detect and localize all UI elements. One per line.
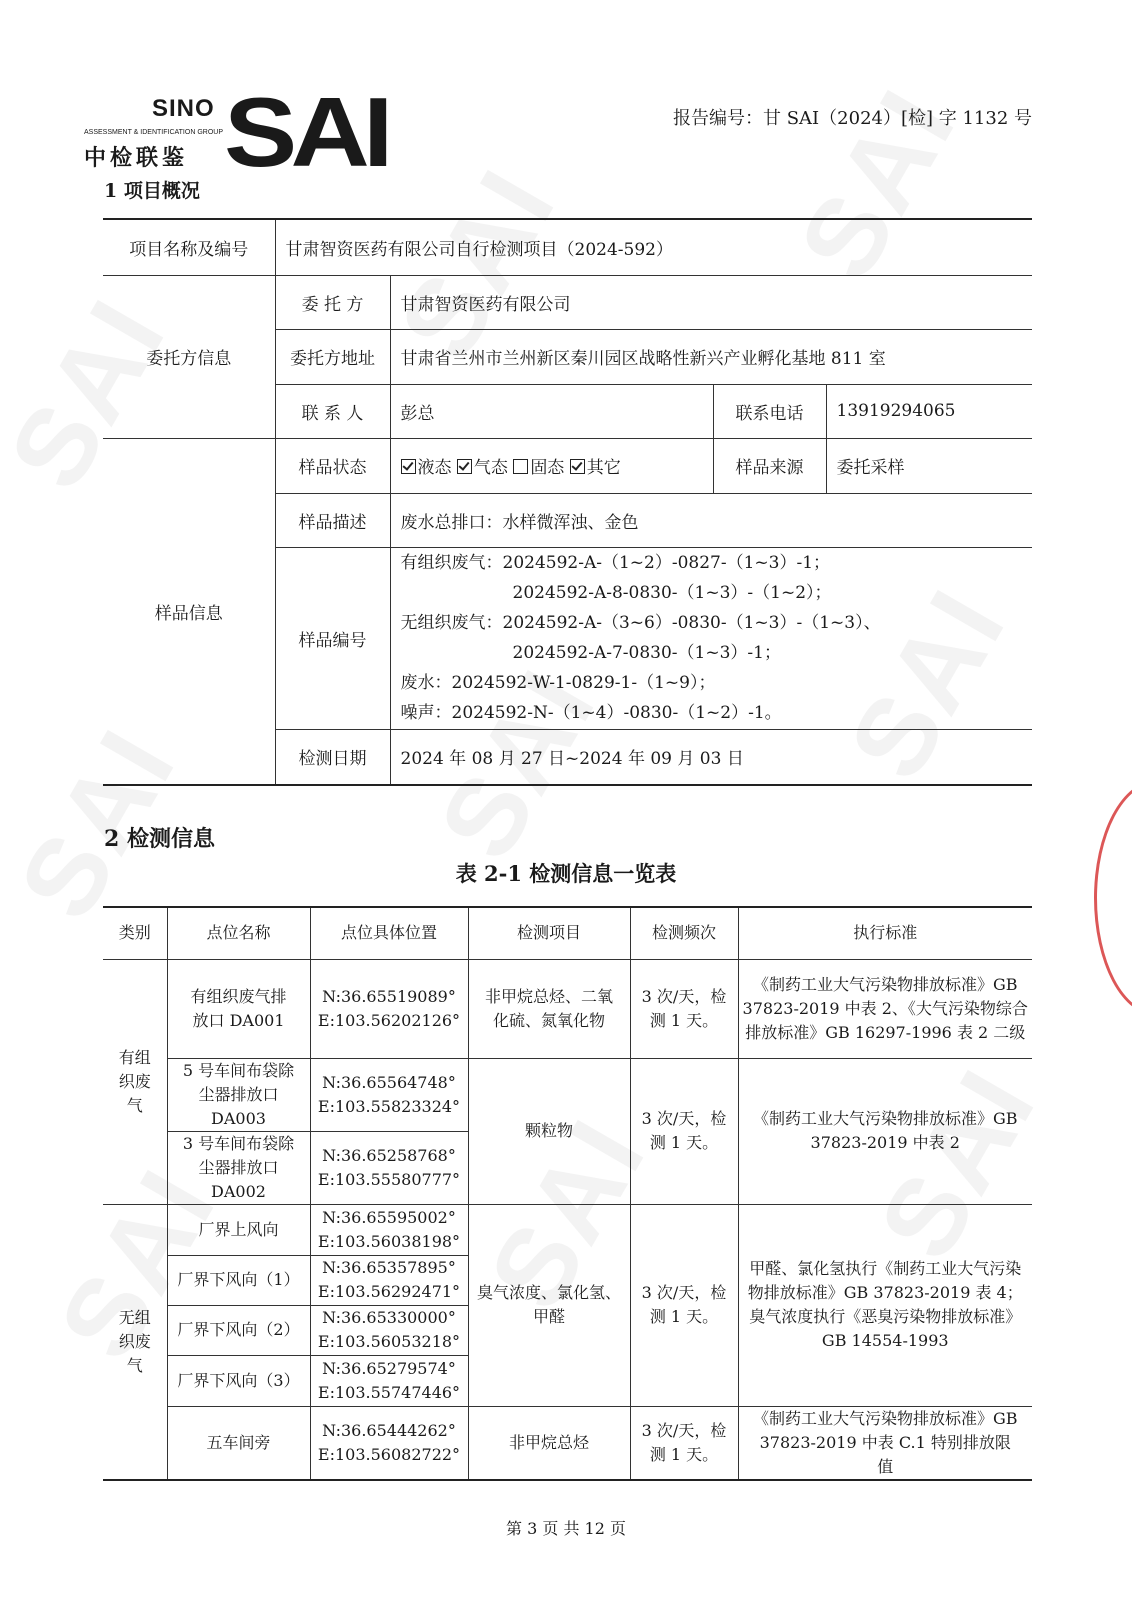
point-location bbox=[310, 959, 468, 1058]
code-line: 2024592-A-8-0830-（1~3）-（1~2）； bbox=[512, 583, 832, 603]
detection-item: 非甲烷总烃、二氧化硫、氮氧化物 bbox=[468, 959, 630, 1058]
header-frequency: 检测频次 bbox=[630, 907, 738, 959]
page-footer: 第 3 页 共 12 页 bbox=[506, 1519, 626, 1538]
code-line: 废水：2024592-W-1-0829-1-（1~9）； bbox=[400, 673, 716, 693]
point-location bbox=[310, 1204, 468, 1255]
standard: 《制药工业大气污染物排放标准》GB 37823-2019 中表 C.1 特别排放限值 bbox=[738, 1406, 1032, 1480]
client-group-label: 委托方信息 bbox=[103, 275, 275, 438]
client-value: 甘肃智资医药有限公司 bbox=[390, 275, 1032, 329]
table-row bbox=[103, 1204, 1032, 1255]
point-location bbox=[310, 1305, 468, 1355]
header-location: 点位具体位置 bbox=[310, 907, 468, 959]
detection-item: 臭气浓度、氯化氢、甲醛 bbox=[468, 1204, 630, 1406]
state-liquid bbox=[401, 458, 452, 478]
logo-sai: SAI bbox=[224, 77, 387, 187]
project-value: 甘肃智资医药有限公司自行检测项目（2024-592） bbox=[275, 219, 1032, 275]
desc-label: 样品描述 bbox=[275, 493, 390, 547]
checkbox-checked-icon bbox=[457, 459, 472, 474]
standard: 《制药工业大气污染物排放标准》GB 37823-2019 中表 2 bbox=[738, 1058, 1032, 1204]
logo-cn: 中检联鉴 bbox=[84, 146, 189, 171]
detection-frequency: 3 次/天，检测 1 天。 bbox=[630, 1058, 738, 1204]
detection-info-table bbox=[103, 906, 1032, 1481]
code-line: 2024592-A-7-0830-（1~3）-1； bbox=[512, 643, 781, 663]
detection-item: 颗粒物 bbox=[468, 1058, 630, 1204]
address-value: 甘肃省兰州市兰州新区秦川园区战略性新兴产业孵化基地 811 室 bbox=[390, 329, 1032, 384]
state-other bbox=[570, 458, 621, 478]
state-label: 样品状态 bbox=[275, 438, 390, 493]
point-name: 厂界上风向 bbox=[167, 1204, 310, 1255]
latitude: N:36.65330000° bbox=[322, 1308, 456, 1327]
state-solid bbox=[513, 458, 564, 478]
project-overview-table bbox=[103, 218, 1032, 786]
contact-label: 联 系 人 bbox=[275, 384, 390, 438]
section-2-title: 2 检测信息 bbox=[104, 826, 215, 852]
point-location bbox=[310, 1255, 468, 1305]
longitude: E:103.55823324° bbox=[317, 1096, 461, 1116]
logo-sino: SINO bbox=[152, 95, 215, 122]
sample-codes bbox=[390, 547, 1032, 729]
state-gas-label: 气态 bbox=[473, 458, 508, 478]
code-line: 无组织废气：2024592-A-（3~6）-0830-（1~3）-（1~3）、 bbox=[400, 613, 881, 633]
header-item: 检测项目 bbox=[468, 907, 630, 959]
header-point-name: 点位名称 bbox=[167, 907, 310, 959]
checkbox-unchecked-icon bbox=[513, 459, 528, 474]
seal-ring bbox=[1094, 780, 1132, 1016]
project-label: 项目名称及编号 bbox=[103, 219, 275, 275]
code-line: 有组织废气：2024592-A-（1~2）-0827-（1~3）-1； bbox=[400, 553, 831, 573]
report-number: 报告编号：甘 SAI（2024）[检] 字 1132 号 bbox=[673, 108, 1032, 129]
detection-frequency: 3 次/天，检测 1 天。 bbox=[630, 1406, 738, 1480]
state-solid-label: 固态 bbox=[530, 458, 565, 478]
table-row bbox=[103, 1406, 1032, 1480]
date-label: 检测日期 bbox=[275, 729, 390, 785]
checkbox-checked-icon bbox=[570, 459, 585, 474]
red-seal-stamp bbox=[1094, 780, 1132, 1010]
code-label: 样品编号 bbox=[275, 547, 390, 729]
latitude: N:36.65258768° bbox=[322, 1145, 456, 1165]
desc-value: 废水总排口：水样微浑浊、金色 bbox=[390, 493, 1032, 547]
category-organized: 有组织废气 bbox=[103, 959, 167, 1204]
latitude: N:36.65564748° bbox=[322, 1072, 456, 1092]
point-location bbox=[310, 1131, 468, 1204]
point-name: 3 号车间布袋除尘器排放口 DA002 bbox=[167, 1131, 310, 1204]
state-liquid-label: 液态 bbox=[417, 458, 452, 478]
standard: 甲醛、氯化氢执行《制药工业大气污染物排放标准》GB 37823-2019 表 4；臭气浓度执行《恶臭污染物排放标准》GB 14554-1993 bbox=[738, 1204, 1032, 1406]
sample-group-label: 样品信息 bbox=[103, 438, 275, 785]
longitude: E:103.56082722° bbox=[317, 1444, 461, 1464]
client-label: 委 托 方 bbox=[275, 275, 390, 329]
code-line: 噪声：2024592-N-（1~4）-0830-（1~2）-1。 bbox=[400, 703, 782, 723]
header-standard: 执行标准 bbox=[738, 907, 1032, 959]
point-name: 厂界下风向（3） bbox=[167, 1355, 310, 1406]
longitude: E:103.56202126° bbox=[317, 1010, 461, 1030]
phone-label: 联系电话 bbox=[713, 384, 826, 438]
contact-value: 彭总 bbox=[390, 384, 713, 438]
longitude: E:103.55580777° bbox=[317, 1169, 461, 1189]
header-category: 类别 bbox=[103, 907, 167, 959]
detection-frequency: 3 次/天，检测 1 天。 bbox=[630, 959, 738, 1058]
phone-value: 13919294065 bbox=[826, 384, 1032, 438]
sample-states bbox=[390, 438, 713, 493]
point-name: 5 号车间布袋除尘器排放口 DA003 bbox=[167, 1058, 310, 1131]
checkbox-checked-icon bbox=[401, 459, 416, 474]
category-fugitive: 无组织废气 bbox=[103, 1204, 167, 1480]
source-value: 委托采样 bbox=[826, 438, 1032, 493]
latitude: N:36.65519089° bbox=[322, 986, 456, 1006]
longitude: E:103.55747446° bbox=[317, 1382, 461, 1402]
latitude: N:36.65279574° bbox=[322, 1358, 456, 1378]
table-row bbox=[103, 1058, 1032, 1131]
address-label: 委托方地址 bbox=[275, 329, 390, 384]
table-row bbox=[103, 959, 1032, 1058]
point-location bbox=[310, 1058, 468, 1131]
point-name: 厂界下风向（1） bbox=[167, 1255, 310, 1305]
longitude: E:103.56038198° bbox=[317, 1231, 461, 1251]
detection-frequency: 3 次/天，检测 1 天。 bbox=[630, 1204, 738, 1406]
state-gas bbox=[457, 458, 508, 478]
latitude: N:36.65357895° bbox=[322, 1258, 456, 1277]
point-name: 有组织废气排放口 DA001 bbox=[167, 959, 310, 1058]
point-name: 厂界下风向（2） bbox=[167, 1305, 310, 1355]
longitude: E:103.56292471° bbox=[317, 1282, 461, 1301]
standard: 《制药工业大气污染物排放标准》GB 37823-2019 中表 2、《大气污染物综合排放标准》GB 16297-1996 表 2 二级 bbox=[738, 959, 1032, 1058]
section-1-title: 1 项目概况 bbox=[104, 180, 200, 202]
state-other-label: 其它 bbox=[586, 458, 621, 478]
source-label: 样品来源 bbox=[713, 438, 826, 493]
latitude: N:36.65444262° bbox=[322, 1420, 456, 1440]
point-location bbox=[310, 1406, 468, 1480]
sino-sai-logo bbox=[84, 77, 394, 187]
point-name: 五车间旁 bbox=[167, 1406, 310, 1480]
table-caption: 表 2-1 检测信息一览表 bbox=[455, 861, 677, 886]
latitude: N:36.65595002° bbox=[322, 1207, 456, 1227]
detection-item: 非甲烷总烃 bbox=[468, 1406, 630, 1480]
point-location bbox=[310, 1355, 468, 1406]
logo-subtitle: ASSESSMENT & IDENTIFICATION GROUP bbox=[84, 129, 223, 136]
date-value: 2024 年 08 月 27 日~2024 年 09 月 03 日 bbox=[390, 729, 1032, 785]
longitude: E:103.56053218° bbox=[317, 1332, 461, 1351]
